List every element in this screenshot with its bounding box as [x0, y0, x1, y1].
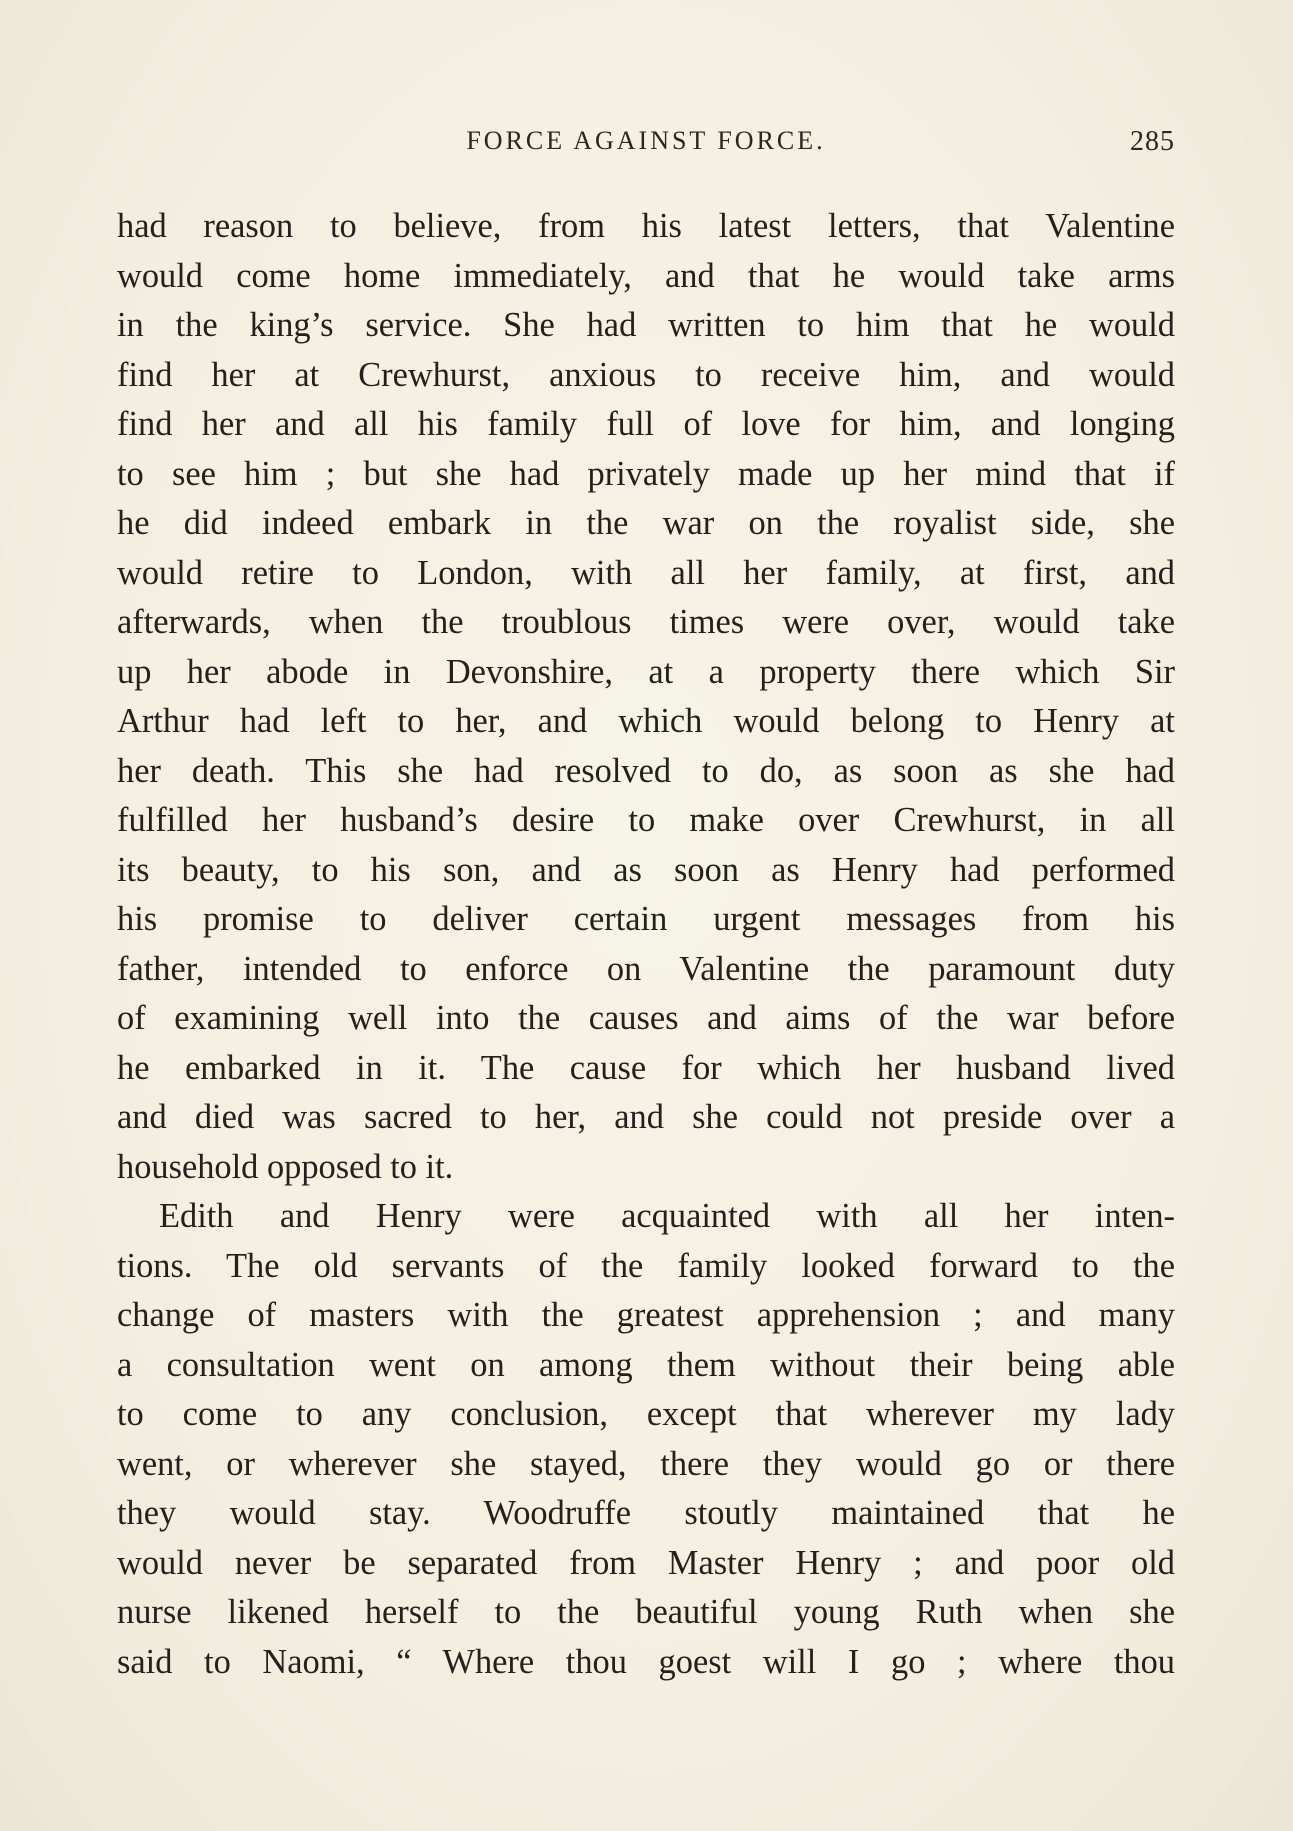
text-line: of examining well into the causes and aims of the war before	[117, 999, 1175, 1037]
text-line: fulfilled her husband’s desire to make over Crewhurst, in all	[117, 801, 1175, 839]
text-line: would never be separated from Master Henry ; and poor old	[117, 1543, 1175, 1582]
body-text	[117, 202, 1175, 1687]
text-line: his promise to deliver certain urgent messages from his	[117, 900, 1175, 938]
text-line: father, intended to enforce on Valentine the paramount duty	[117, 949, 1175, 988]
text-line: her death. This she had resolved to do, as soon as she had	[117, 751, 1175, 790]
text-line: went, or wherever she stayed, there they would go or there	[117, 1444, 1175, 1483]
text-line: said to Naomi, “ Where thou goest will I go ; where thou	[117, 1642, 1175, 1681]
text-line: tions. The old servants of the family looked forward to the	[117, 1246, 1175, 1285]
text-line: find her at Crewhurst, anxious to receive him, and would	[117, 355, 1175, 394]
text-line: a consultation went on among them without their being able	[117, 1345, 1175, 1384]
text-line: its beauty, to his son, and as soon as Henry had performed	[117, 850, 1175, 889]
text-line: find her and all his family full of love for him, and longing	[117, 405, 1175, 443]
text-line: in the king’s service. She had written to him that he would	[117, 306, 1175, 344]
paragraph-end-line: household opposed to it.	[117, 1147, 454, 1186]
text-line: he did indeed embark in the war on the royalist side, she	[117, 504, 1175, 542]
text-line: Arthur had left to her, and which would belong to Henry at	[117, 702, 1175, 740]
text-line: up her abode in Devonshire, at a property there which Sir	[117, 652, 1175, 691]
text-line: change of masters with the greatest apprehension ; and many	[117, 1296, 1175, 1334]
page-number: 285	[1130, 126, 1175, 157]
text-line: and died was sacred to her, and she could not preside over a	[117, 1098, 1175, 1136]
text-line: had reason to believe, from his latest letters, that Valentine	[117, 207, 1175, 245]
text-line: would come home immediately, and that he would take arms	[117, 256, 1175, 295]
paragraph-start-line: Edith and Henry were acquainted with all her inten-	[159, 1197, 1175, 1235]
running-head	[117, 126, 1175, 166]
text-line: nurse likened herself to the beautiful young Ruth when she	[117, 1593, 1175, 1631]
text-line: to come to any conclusion, except that wherever my lady	[117, 1395, 1175, 1433]
text-line: would retire to London, with all her family, at first, and	[117, 553, 1175, 592]
text-line: they would stay. Woodruffe stoutly maintained that he	[117, 1494, 1175, 1532]
text-line: to see him ; but she had privately made up her mind that if	[117, 454, 1175, 493]
chapter-title: FORCE AGAINST FORCE.	[466, 126, 826, 155]
text-line: he embarked in it. The cause for which her husband lived	[117, 1048, 1175, 1087]
text-line: afterwards, when the troublous times were over, would take	[117, 603, 1175, 641]
